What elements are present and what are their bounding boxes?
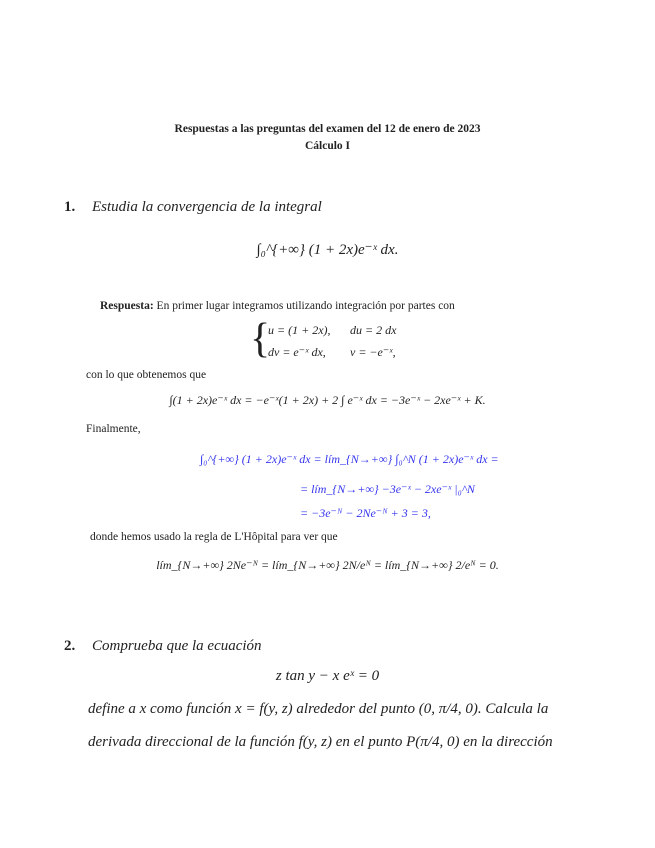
question-2-line-1: define a x como función x = f(y, z) alrededor del punto (0, π/4, 0). Calcula la (88, 701, 549, 717)
answer-intro-text: En primer lugar integramos utilizando integración por partes con (156, 300, 455, 312)
text-obtain: con lo que obtenemos que (86, 369, 207, 381)
document-subtitle: Cálculo I (304, 140, 351, 152)
case-v: v = −e⁻ˣ, (350, 345, 396, 359)
answer-intro (100, 300, 455, 312)
answer-label: Respuesta: (100, 300, 154, 312)
case-u: u = (1 + 2x), (268, 323, 331, 337)
question-1-integral: ∫₀^{+∞} (1 + 2x)e⁻ˣ dx. (256, 242, 399, 258)
text-finally: Finalmente, (86, 423, 141, 435)
limit-step-1: ∫₀^{+∞} (1 + 2x)e⁻ˣ dx = lím_{N→+∞} ∫₀^N (1 + 2x)e⁻ˣ dx = (200, 452, 499, 466)
lhopital-limit: lím_{N→+∞} 2Ne⁻ᴺ = lím_{N→+∞} 2N/eᴺ = lím_{N→+∞} 2/eᴺ = 0. (156, 558, 499, 572)
limit-step-2: = lím_{N→+∞} −3e⁻ˣ − 2xe⁻ˣ |₀^N (300, 482, 475, 496)
question-1-statement: Estudia la convergencia de la integral (92, 199, 322, 215)
case-du: du = 2 dx (350, 323, 397, 337)
text-lhopital: donde hemos usado la regla de L'Hôpital para ver que (90, 531, 338, 543)
question-2-equation: z tan y − x eˣ = 0 (275, 668, 380, 684)
question-2-number: 2. (64, 638, 76, 654)
case-dv: dv = e⁻ˣ dx, (268, 345, 326, 359)
question-2-line-2: derivada direccional de la función f(y, z) en el punto P(π/4, 0) en la dirección (88, 734, 553, 750)
antiderivative-equation: ∫(1 + 2x)e⁻ˣ dx = −e⁻ˣ(1 + 2x) + 2 ∫ e⁻ˣ dx = −3e⁻ˣ − 2xe⁻ˣ + K. (169, 393, 486, 407)
document-title: Respuestas a las preguntas del examen del 12 de enero de 2023 (174, 123, 481, 135)
limit-step-3: = −3e⁻ᴺ − 2Ne⁻ᴺ + 3 = 3, (300, 506, 431, 520)
question-1-number: 1. (64, 199, 76, 215)
question-2-statement: Comprueba que la ecuación (92, 638, 262, 654)
cases-brace: { (250, 316, 271, 362)
